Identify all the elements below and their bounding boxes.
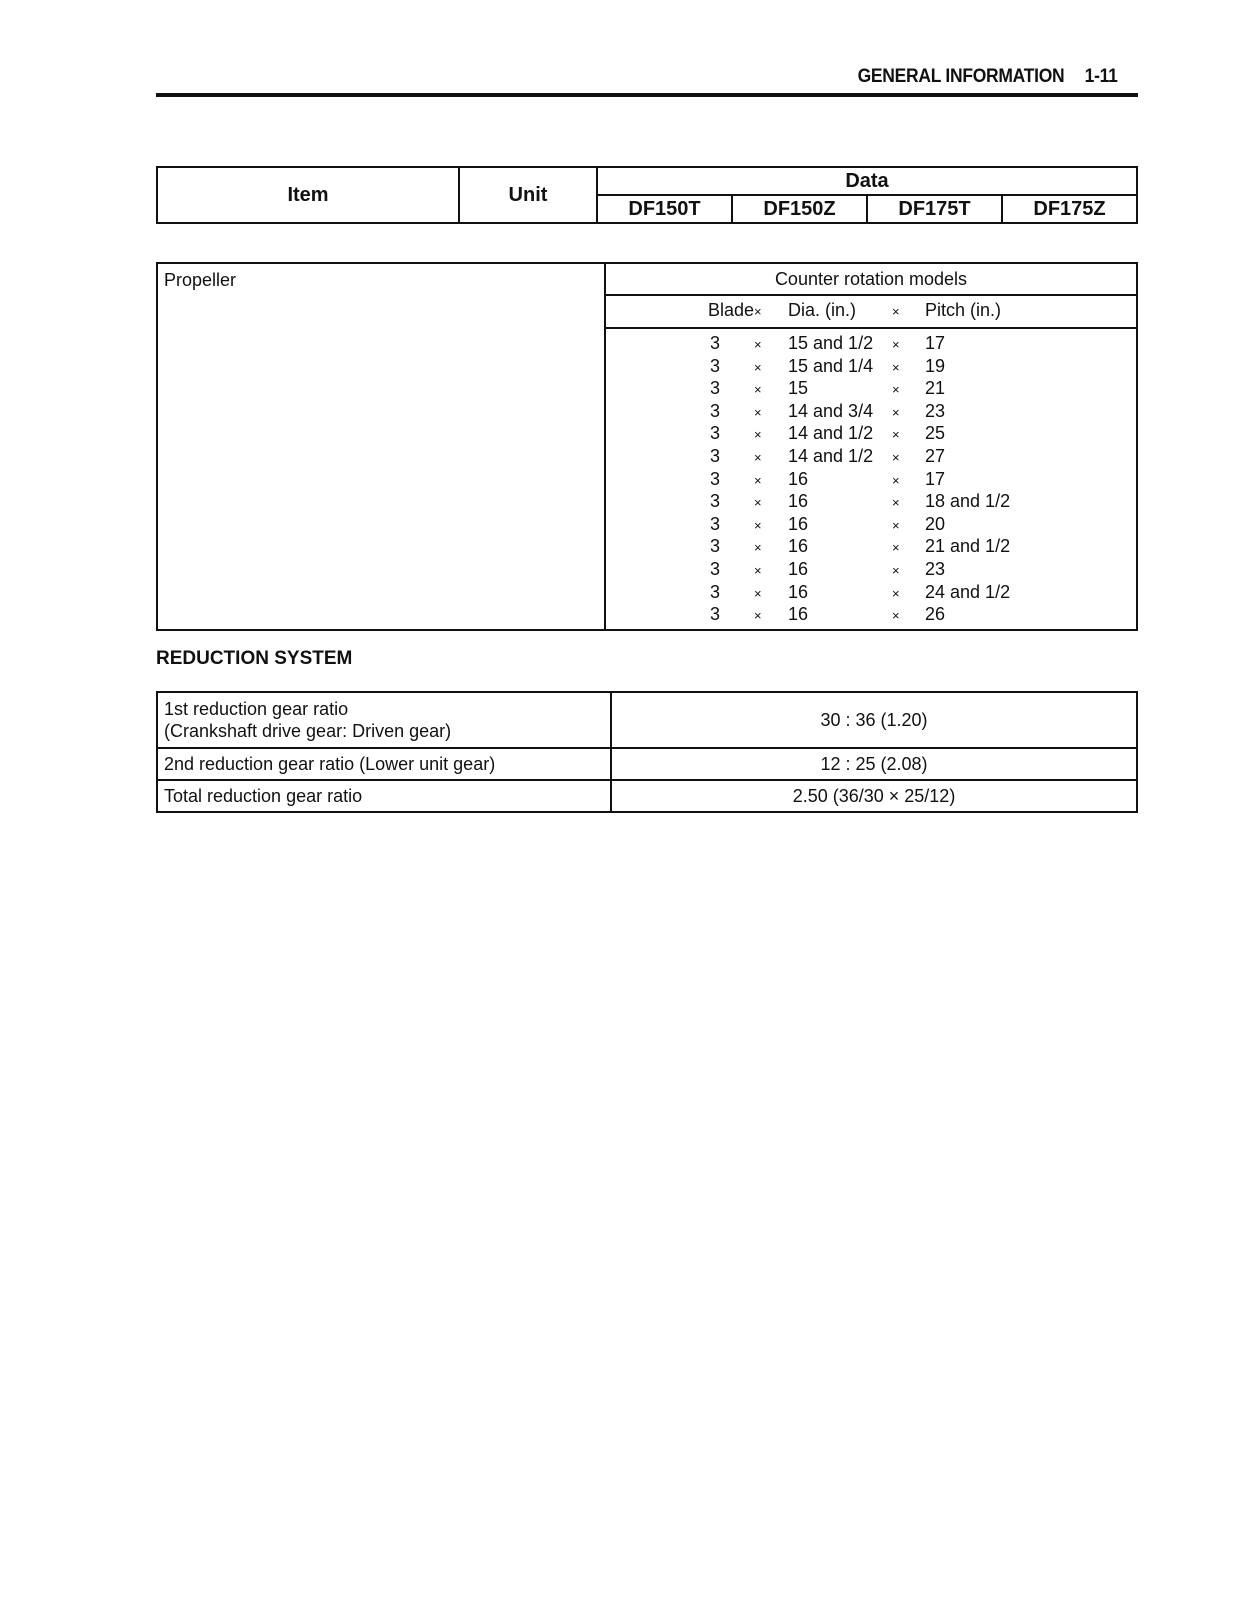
diameter-value: 16	[788, 604, 809, 625]
times-sign: ×	[892, 608, 900, 624]
blade-count: 3	[710, 559, 721, 579]
propeller-group-title: Counter rotation models	[605, 263, 1137, 295]
diameter-value: 14 and 1/2	[788, 423, 874, 444]
pitch-value: 24 and 1/2	[925, 581, 1011, 602]
reduction-row-value: 2.50 (36/30 × 25/12)	[611, 780, 1137, 812]
times-sign: ×	[754, 450, 762, 465]
times-sign: ×	[892, 563, 900, 578]
times-sign: ×	[892, 495, 900, 511]
dia-column-header: Dia. (in.)	[788, 300, 857, 320]
times-sign: ×	[892, 382, 900, 398]
running-header-section: GENERAL INFORMATION	[858, 66, 1065, 87]
model-header-df175t: DF175T	[867, 195, 1002, 223]
times-sign: ×	[892, 517, 900, 533]
pitch-value: 20	[925, 513, 946, 534]
pitch-value: 19	[925, 355, 946, 376]
diameter-value: 16	[788, 468, 809, 489]
pitch-value: 18 and 1/2	[925, 491, 1011, 512]
times-sign: ×	[892, 404, 900, 420]
times-sign: ×	[754, 382, 762, 398]
blade-count: 3	[710, 333, 721, 353]
times-sign: ×	[754, 427, 762, 443]
column-header-data: Data	[597, 167, 1137, 195]
times-sign: ×	[754, 404, 762, 420]
model-header-df150z: DF150Z	[732, 195, 867, 223]
pitch-value: 21	[925, 378, 946, 399]
reduction-row-value: 30 : 36 (1.20)	[611, 692, 1137, 748]
times-sign: ×	[754, 495, 762, 511]
times-sign: ×	[892, 450, 900, 465]
times-sign: ×	[892, 540, 900, 556]
column-header-unit: Unit	[459, 167, 597, 223]
times-sign: ×	[754, 304, 762, 319]
diameter-value: 15 and 1/4	[788, 355, 874, 376]
pitch-value: 21 and 1/2	[925, 536, 1011, 557]
times-sign: ×	[754, 517, 762, 533]
propeller-size-list	[605, 328, 1137, 630]
running-header	[858, 66, 1118, 88]
reduction-row-label: 2nd reduction gear ratio (Lower unit gear)	[157, 748, 611, 780]
times-sign: ×	[754, 608, 762, 624]
blade-count: 3	[710, 446, 721, 466]
reduction-table	[156, 691, 1138, 813]
propeller-column-headers	[605, 295, 1137, 328]
times-sign: ×	[892, 427, 900, 443]
blade-count: 3	[710, 400, 721, 421]
diameter-value: 14 and 3/4	[788, 400, 874, 421]
reduction-row-label: Total reduction gear ratio	[157, 780, 611, 812]
pitch-value: 17	[925, 333, 946, 353]
blade-count: 3	[710, 491, 721, 512]
model-header-df150t: DF150T	[597, 195, 732, 223]
spec-header-table	[156, 166, 1138, 224]
blade-count: 3	[710, 604, 721, 625]
times-sign: ×	[754, 337, 762, 352]
times-sign: ×	[754, 563, 762, 578]
page-number: 1-11	[1085, 66, 1118, 87]
blade-count: 3	[710, 378, 721, 399]
diameter-value: 14 and 1/2	[788, 446, 874, 466]
pitch-value: 26	[925, 604, 946, 625]
pitch-value: 25	[925, 423, 946, 444]
diameter-value: 15 and 1/2	[788, 333, 874, 353]
diameter-value: 16	[788, 559, 809, 579]
times-sign: ×	[892, 359, 900, 375]
propeller-label: Propeller	[157, 263, 605, 630]
blade-count: 3	[710, 536, 721, 557]
header-rule	[156, 93, 1138, 97]
blade-count: 3	[710, 513, 721, 534]
blade-count: 3	[710, 355, 721, 376]
diameter-value: 16	[788, 581, 809, 602]
model-header-df175z: DF175Z	[1002, 195, 1137, 223]
diameter-value: 16	[788, 491, 809, 512]
diameter-value: 15	[788, 378, 809, 399]
diameter-value: 16	[788, 513, 809, 534]
times-sign: ×	[754, 472, 762, 488]
times-sign: ×	[754, 540, 762, 556]
column-header-item: Item	[157, 167, 459, 223]
reduction-row-label-line: (Crankshaft drive gear: Driven gear)	[164, 721, 452, 741]
pitch-value: 17	[925, 468, 946, 489]
pitch-value: 23	[925, 400, 946, 421]
times-sign: ×	[754, 585, 762, 601]
propeller-table	[156, 262, 1138, 631]
blade-count: 3	[710, 468, 721, 489]
blade-column-header: Blade	[707, 300, 754, 320]
times-sign: ×	[892, 337, 900, 352]
diameter-value: 16	[788, 536, 809, 557]
reduction-row-label	[157, 692, 611, 748]
times-sign: ×	[754, 359, 762, 375]
reduction-row-label-line: 1st reduction gear ratio	[164, 699, 349, 719]
pitch-value: 23	[925, 559, 946, 579]
times-sign: ×	[892, 585, 900, 601]
blade-count: 3	[710, 423, 721, 444]
pitch-column-header: Pitch (in.)	[925, 300, 1002, 320]
reduction-system-title: REDUCTION SYSTEM	[156, 648, 353, 669]
pitch-value: 27	[925, 446, 946, 466]
reduction-row-value: 12 : 25 (2.08)	[611, 748, 1137, 780]
times-sign: ×	[892, 304, 900, 319]
blade-count: 3	[710, 581, 721, 602]
times-sign: ×	[892, 472, 900, 488]
